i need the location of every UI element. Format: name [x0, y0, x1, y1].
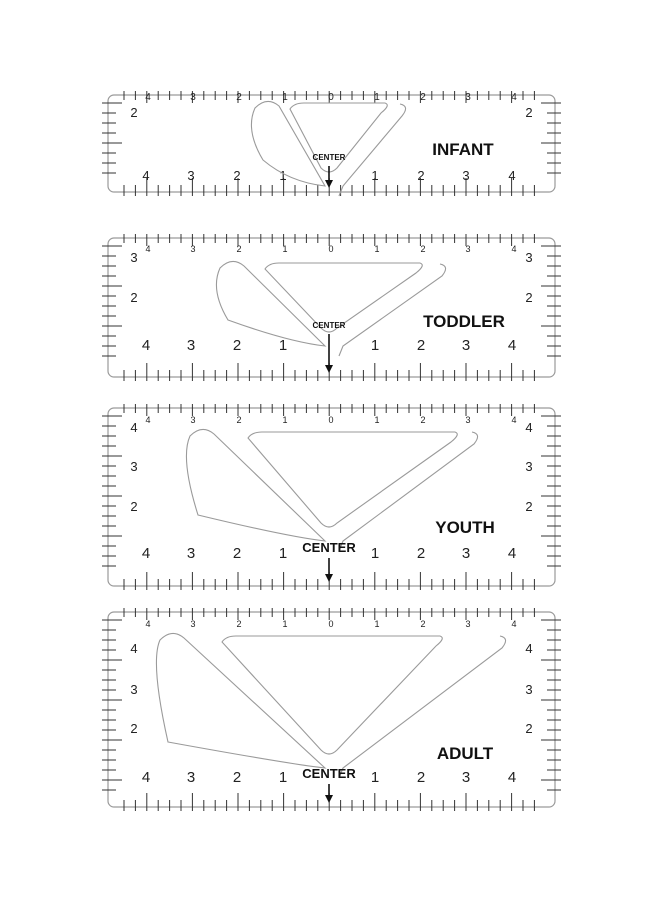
right-scale-number: 3	[525, 682, 533, 697]
bottom-scale-number: 3	[186, 545, 196, 562]
top-scale-number: 1	[374, 92, 380, 103]
top-scale-number: 4	[511, 92, 517, 103]
top-scale-number: 2	[236, 92, 242, 103]
left-scale-number: 2	[130, 499, 138, 514]
bottom-scale-number: 2	[232, 337, 242, 354]
top-scale-number: 1	[282, 244, 288, 254]
top-scale-number: 0	[328, 619, 334, 629]
top-scale-number: 3	[465, 244, 471, 254]
bottom-scale-number: 4	[507, 337, 517, 354]
bottom-scale-number: 3	[461, 769, 471, 786]
top-scale-number: 3	[190, 619, 196, 629]
left-scale-number: 4	[130, 641, 138, 656]
top-scale-number: 3	[465, 92, 471, 103]
bottom-scale-number: 1	[279, 168, 287, 183]
size-label: TODDLER	[423, 312, 505, 331]
bottom-scale-number: 3	[461, 545, 471, 562]
top-scale-number: 2	[420, 92, 426, 103]
ruler-template-adult	[102, 608, 561, 811]
top-scale-number: 0	[328, 92, 334, 103]
right-scale-number: 2	[525, 499, 533, 514]
top-scale-number: 2	[420, 619, 426, 629]
bottom-scale-number: 1	[278, 769, 288, 786]
bottom-scale-number: 3	[461, 337, 471, 354]
right-scale-number: 2	[525, 721, 533, 736]
right-scale-number: 3	[525, 459, 533, 474]
size-label: INFANT	[432, 140, 494, 159]
top-scale-number: 3	[190, 92, 196, 103]
center-label: CENTER	[302, 540, 356, 555]
bottom-scale-number: 2	[416, 769, 426, 786]
bottom-scale-number: 1	[370, 337, 380, 354]
top-scale-number: 1	[374, 619, 380, 629]
top-scale-number: 3	[465, 619, 471, 629]
ruler-outline	[108, 408, 555, 586]
right-scale-number: 4	[525, 641, 533, 656]
bottom-scale-number: 2	[232, 769, 242, 786]
left-scale-number: 4	[130, 420, 138, 435]
bottom-scale-number: 4	[141, 337, 151, 354]
center-label: CENTER	[312, 321, 346, 330]
right-scale-number: 2	[525, 290, 533, 305]
bottom-scale-number: 4	[142, 168, 150, 183]
top-scale-number: 4	[511, 415, 517, 425]
bottom-scale-number: 2	[417, 168, 425, 183]
top-scale-number: 3	[190, 244, 196, 254]
top-scale-number: 4	[145, 244, 151, 254]
top-scale-number: 4	[145, 415, 151, 425]
top-scale-number: 2	[236, 619, 242, 629]
top-scale-number: 0	[328, 244, 334, 254]
ruler-template-youth	[102, 404, 561, 590]
bottom-scale-number: 1	[370, 769, 380, 786]
bottom-scale-number: 4	[507, 545, 517, 562]
left-scale-number: 2	[130, 290, 138, 305]
top-scale-number: 1	[374, 415, 380, 425]
top-scale-number: 1	[282, 92, 288, 103]
top-scale-number: 1	[282, 619, 288, 629]
top-scale-number: 2	[236, 244, 242, 254]
top-scale-number: 2	[236, 415, 242, 425]
left-scale-number: 2	[130, 105, 138, 120]
left-scale-number: 3	[130, 459, 138, 474]
bottom-scale-number: 4	[141, 545, 151, 562]
bottom-scale-number: 2	[232, 545, 242, 562]
center-label: CENTER	[302, 766, 356, 781]
bottom-scale-number: 3	[462, 168, 470, 183]
ruler-template-toddler	[102, 234, 561, 381]
top-scale-number: 4	[145, 619, 151, 629]
top-scale-number: 4	[511, 619, 517, 629]
right-scale-number: 3	[525, 250, 533, 265]
top-scale-number: 3	[465, 415, 471, 425]
top-scale-number: 4	[511, 244, 517, 254]
left-scale-number: 3	[130, 682, 138, 697]
top-scale-number: 4	[145, 92, 151, 103]
center-label: CENTER	[312, 153, 346, 162]
size-label: ADULT	[436, 744, 494, 763]
bottom-scale-number: 4	[507, 769, 517, 786]
top-scale-number: 1	[374, 244, 380, 254]
bottom-scale-number: 2	[416, 545, 426, 562]
left-scale-number: 2	[130, 721, 138, 736]
ruler-outline	[108, 238, 555, 377]
bottom-scale-number: 1	[371, 168, 379, 183]
right-scale-number: 2	[525, 105, 533, 120]
bottom-scale-number: 2	[416, 337, 426, 354]
bottom-scale-number: 2	[233, 168, 241, 183]
bottom-scale-number: 4	[141, 769, 151, 786]
top-scale-number: 2	[420, 415, 426, 425]
top-scale-number: 0	[328, 415, 334, 425]
bottom-scale-number: 1	[278, 337, 288, 354]
bottom-scale-number: 3	[187, 168, 195, 183]
bottom-scale-number: 3	[186, 769, 196, 786]
top-scale-number: 1	[282, 415, 288, 425]
top-scale-number: 2	[420, 244, 426, 254]
ruler-template-infant	[102, 91, 561, 196]
bottom-scale-number: 3	[186, 337, 196, 354]
top-scale-number: 3	[190, 415, 196, 425]
left-scale-number: 3	[130, 250, 138, 265]
bottom-scale-number: 1	[278, 545, 288, 562]
size-label: YOUTH	[435, 518, 495, 537]
bottom-scale-number: 4	[508, 168, 516, 183]
right-scale-number: 4	[525, 420, 533, 435]
bottom-scale-number: 1	[370, 545, 380, 562]
